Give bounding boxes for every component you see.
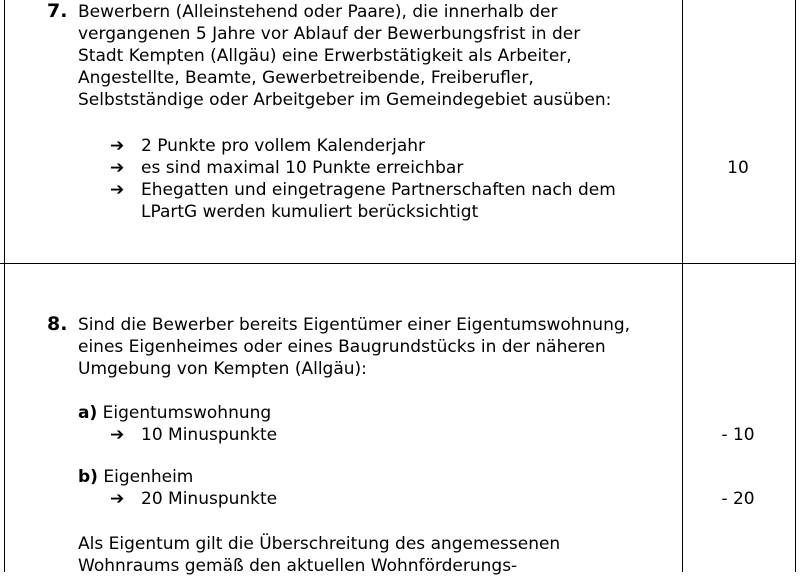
bullet-item — [110, 179, 616, 201]
arrow-right-icon: ➔ — [110, 158, 125, 178]
option-a — [78, 402, 271, 424]
table-border-right — [795, 0, 796, 572]
option-label: b) — [78, 467, 98, 487]
criterion-text-line: Stadt Kempten (Allgäu) eine Erwerbstätigkeit als Arbeiter, — [78, 46, 572, 66]
option-label: a) — [78, 403, 98, 423]
points-value: 10 — [727, 158, 749, 178]
criterion-text-line: Sind die Bewerber bereits Eigentümer einer Eigentumswohnung, — [78, 315, 631, 335]
criterion-text-line: eines Eigenheimes oder eines Baugrundstücks in der näheren — [78, 337, 606, 357]
option-b-points-line — [110, 488, 277, 510]
bullet-item — [110, 135, 425, 157]
footer-text-line: Wohnraums gemäß den aktuellen Wohnförderungs- — [78, 556, 518, 576]
criterion-number: 7. — [47, 0, 68, 22]
criterion-text-line: Umgebung von Kempten (Allgäu): — [78, 359, 367, 379]
arrow-right-icon: ➔ — [110, 136, 125, 156]
criterion-text-line: vergangenen 5 Jahre vor Ablauf der Bewerbungsfrist in der — [78, 24, 581, 44]
arrow-right-icon: ➔ — [110, 489, 125, 509]
option-subtext: 10 Minuspunkte — [141, 425, 278, 445]
option-text: Eigenheim — [103, 467, 194, 487]
bullet-item — [110, 157, 463, 179]
table-column-divider — [682, 0, 683, 572]
bullet-text: 2 Punkte pro vollem Kalenderjahr — [141, 136, 426, 156]
bullet-text-continuation: LPartG werden kumuliert berücksichtigt — [141, 202, 479, 222]
arrow-right-icon: ➔ — [110, 180, 125, 200]
points-value: - 10 — [721, 425, 755, 445]
criterion-text-line: Angestellte, Beamte, Gewerbetreibende, Freiberufler, — [78, 68, 534, 88]
row-separator — [0, 263, 796, 264]
arrow-right-icon: ➔ — [110, 425, 125, 445]
option-a-points-line — [110, 424, 277, 446]
criterion-number: 8. — [47, 313, 68, 335]
option-text: Eigentumswohnung — [102, 403, 272, 423]
points-value: - 20 — [721, 489, 755, 509]
table-border-left — [4, 0, 5, 572]
option-subtext: 20 Minuspunkte — [141, 489, 278, 509]
criterion-text-line: Bewerbern (Alleinstehend oder Paare), die innerhalb der — [78, 2, 558, 22]
bullet-text: es sind maximal 10 Punkte erreichbar — [141, 158, 464, 178]
criterion-text-line: Selbstständige oder Arbeitgeber im Gemeindegebiet ausüben: — [78, 90, 612, 110]
option-b — [78, 466, 193, 488]
footer-text-line: Als Eigentum gilt die Überschreitung des angemessenen — [78, 534, 561, 554]
bullet-text: Ehegatten und eingetragene Partnerschaften nach dem — [141, 180, 616, 200]
